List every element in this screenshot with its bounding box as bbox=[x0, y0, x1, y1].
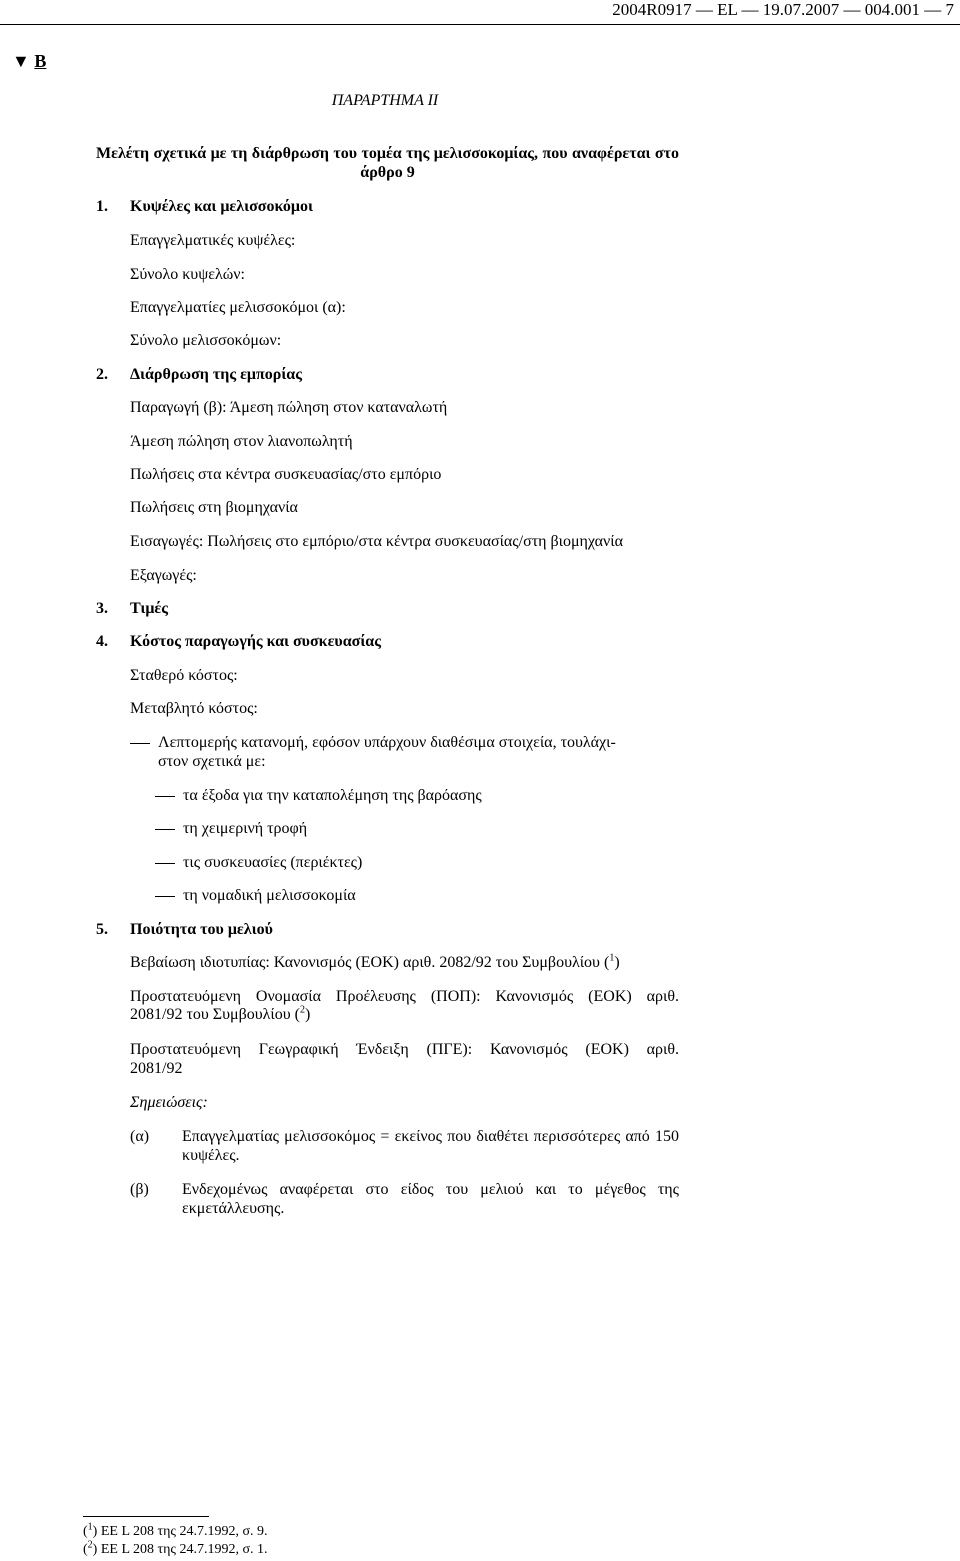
section-5-number: 5. bbox=[96, 921, 108, 938]
header-rule bbox=[0, 24, 960, 25]
section-5-heading: Ποιότητα του μελιού bbox=[130, 921, 273, 938]
section-2-item: Εισαγωγές: Πωλήσεις στο εμπόριο/στα κέντρα συσκευασίας/στη βιομηχανία bbox=[130, 533, 623, 550]
section-1-item: Σύνολο κυψελών: bbox=[130, 266, 245, 283]
footnote-number: 1 bbox=[87, 1521, 93, 1533]
dash-mark bbox=[155, 796, 175, 797]
section-1-item: Σύνολο μελισσοκόμων: bbox=[130, 332, 282, 349]
section-5-line: Προστατευόμενη Γεωγραφική Ένδειξη (ΠΓΕ): Κανονισμός (ΕΟΚ) αριθ. bbox=[130, 1041, 679, 1058]
subitem-text: τη χειμερινή τροφή bbox=[183, 820, 308, 837]
note-text: Ενδεχομένως αναφέρεται στο είδος του μελιού και το μέγεθος της εκμετάλλευσης. bbox=[182, 1181, 679, 1217]
section-2-item: Άμεση πώληση στον λιανοπωλητή bbox=[130, 433, 353, 450]
footnote-rule bbox=[83, 1516, 209, 1517]
section-2-item: Παραγωγή (β): Άμεση πώληση στον καταναλωτή bbox=[130, 399, 448, 416]
section-4-item: Σταθερό κόστος: bbox=[130, 667, 238, 684]
document-title: Μελέτη σχετικά με τη διάρθρωση του τομέα της μελισσοκομίας, που αναφέρεται στο άρθρο 9 bbox=[96, 145, 679, 181]
dash-item-text: Λεπτομερής κατανομή, εφόσον υπάρχουν διαθέσιμα στοιχεία, τουλάχι- bbox=[158, 734, 616, 751]
note-letter: (β) bbox=[130, 1181, 149, 1198]
dash-item-continuation: στον σχετικά με: bbox=[158, 753, 266, 770]
line-text: 2081/92 του Συμβουλίου ( bbox=[130, 1006, 300, 1023]
section-1-item: Επαγγελματικές κυψέλες: bbox=[130, 232, 296, 249]
dash-mark bbox=[130, 743, 150, 744]
note-letter: (α) bbox=[130, 1128, 150, 1145]
section-5-line: Προστατευόμενη Ονομασία Προέλευσης (ΠΟΠ): Κανονισμός (ΕΟΚ) αριθ. bbox=[130, 988, 679, 1005]
line-text: Βεβαίωση ιδιοτυπίας: Κανονισμός (ΕΟΚ) αριθ. 2082/92 του Συμβουλίου ( bbox=[130, 954, 610, 971]
note-text: Επαγγελματίας μελισσοκόμος = εκείνος που διαθέτει περισσότερες από 150 κυψέλες. bbox=[182, 1128, 679, 1164]
section-4-number: 4. bbox=[96, 633, 108, 650]
section-2-item: Εξαγωγές: bbox=[130, 567, 197, 584]
section-4-subitem bbox=[155, 886, 356, 905]
section-2-heading: Διάρθρωση της εμπορίας bbox=[130, 366, 302, 383]
footnote-text: ΕΕ L 208 της 24.7.1992, σ. 9. bbox=[100, 1524, 268, 1539]
footnote: ($^2$) ΕΕ L 208 της 24.7.1992, σ. 1. bbox=[83, 1539, 268, 1557]
section-1-item: Επαγγελματίες μελισσοκόμοι (α): bbox=[130, 299, 346, 316]
document-reference-header: 2004R0917 — EL — 19.07.2007 — 004.001 — 7 bbox=[612, 0, 954, 19]
section-4-subitem bbox=[155, 786, 482, 805]
notes-label: Σημειώσεις: bbox=[130, 1094, 208, 1111]
footnote-text: ΕΕ L 208 της 24.7.1992, σ. 1. bbox=[100, 1542, 268, 1557]
section-4-dash-item bbox=[130, 733, 616, 752]
dash-mark bbox=[155, 863, 175, 864]
section-4-subitem bbox=[155, 853, 362, 872]
dash-mark bbox=[155, 829, 175, 830]
footnote-ref[interactable]: 2 bbox=[299, 1004, 305, 1016]
section-5-line: 2081/92 του Συμβουλίου ($^2$) bbox=[130, 1004, 311, 1023]
section-2-item: Πωλήσεις στα κέντρα συσκευασίας/στο εμπόριο bbox=[130, 466, 442, 483]
triangle-down-icon: ▼ bbox=[12, 51, 30, 71]
subitem-text: τις συσκευασίες (περιέκτες) bbox=[183, 854, 363, 871]
section-1-heading: Κυψέλες και μελισσοκόμοι bbox=[130, 198, 313, 215]
section-1-number: 1. bbox=[96, 198, 108, 215]
dash-mark bbox=[155, 896, 175, 897]
section-3-number: 3. bbox=[96, 600, 108, 617]
subitem-text: τη νομαδική μελισσοκομία bbox=[183, 887, 356, 904]
footnote: ($^1$) ΕΕ L 208 της 24.7.1992, σ. 9. bbox=[83, 1521, 268, 1539]
annex-title: ΠΑΡΑΡΤΗΜΑ II bbox=[331, 92, 439, 109]
footnote-ref[interactable]: 1 bbox=[609, 952, 615, 964]
section-2-item: Πωλήσεις στη βιομηχανία bbox=[130, 499, 298, 516]
section-3-heading: Τιμές bbox=[130, 600, 168, 617]
section-4-heading: Κόστος παραγωγής και συσκευασίας bbox=[130, 633, 381, 650]
section-4-item: Μεταβλητό κόστος: bbox=[130, 700, 258, 717]
section-5-line: Βεβαίωση ιδιοτυπίας: Κανονισμός (ΕΟΚ) αριθ. 2082/92 του Συμβουλίου ($^1$) bbox=[130, 952, 620, 971]
subitem-text: τα έξοδα για την καταπολέμηση της βαρόασης bbox=[183, 787, 482, 804]
section-2-number: 2. bbox=[96, 366, 108, 383]
amendment-marker-label: B bbox=[34, 51, 47, 71]
section-4-subitem bbox=[155, 819, 307, 838]
section-5-line: 2081/92 bbox=[130, 1060, 183, 1077]
amendment-marker bbox=[12, 52, 46, 71]
footnote-number: 2 bbox=[87, 1539, 93, 1551]
